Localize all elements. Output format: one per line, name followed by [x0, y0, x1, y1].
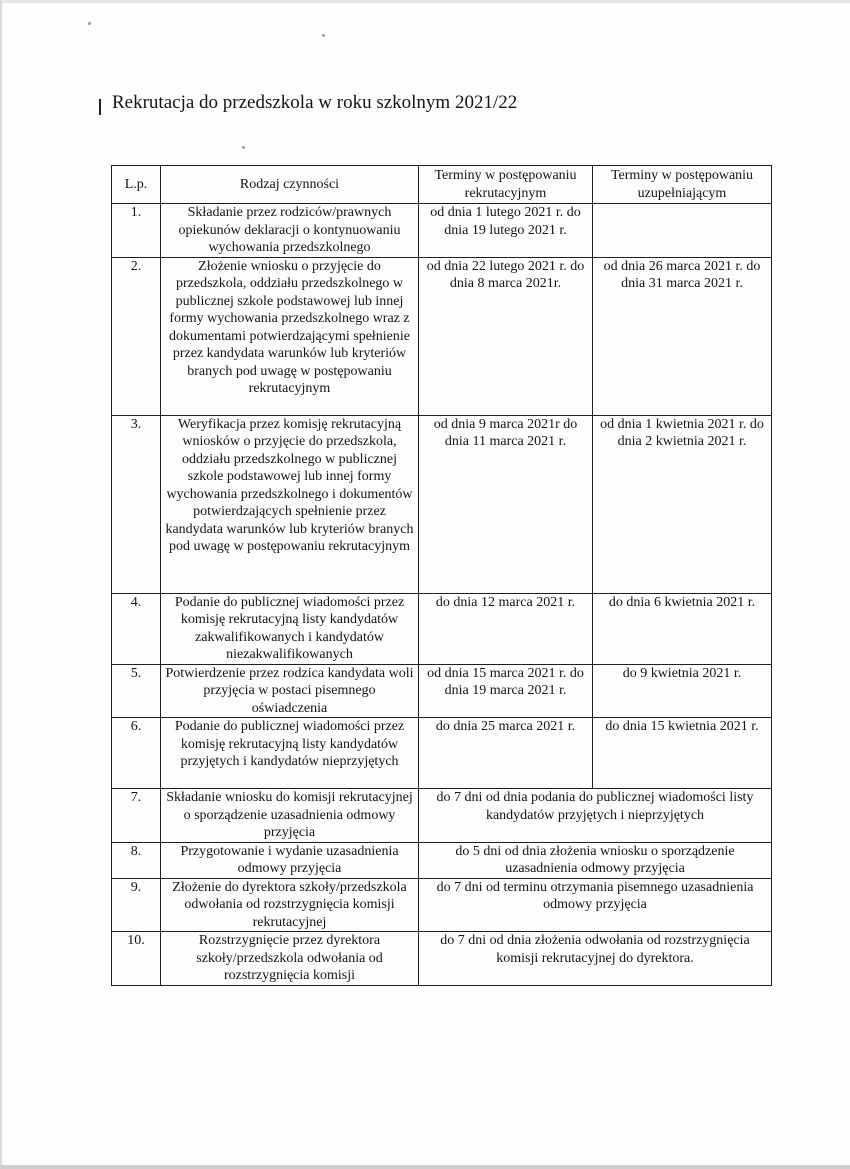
- activity-cell: Podanie do publicznej wiadomości przez komisję rekrutacyjną listy kandydatów zakwalifikowanych i kandydatów niezakwalifikowanych: [161, 593, 419, 664]
- activity-cell: Potwierdzenie przez rodzica kandydata woli przyjęcia w postaci pisemnego oświadczenia: [161, 664, 419, 718]
- table-row: [112, 593, 772, 664]
- scan-speck: [242, 146, 245, 149]
- table-row: [112, 257, 772, 415]
- header-lp: L.p.: [112, 166, 161, 204]
- activity-cell: Weryfikacja przez komisję rekrutacyjną wniosków o przyjęcie do przedszkola, oddziału przedszkolnego w publicznej szkole podstawowej lub innej formy wychowania przedszkolnego i dokumentów potwierdzających spełnienie przez kandydata warunków lub kryteriów branych pod uwagę w postępowaniu rekrutacyjnym: [161, 415, 419, 593]
- recruitment-term-cell: do dnia 12 marca 2021 r.: [419, 593, 593, 664]
- supplementary-term-cell: do dnia 6 kwietnia 2021 r.: [593, 593, 772, 664]
- row-number: 9.: [112, 878, 161, 932]
- table-row: [112, 718, 772, 789]
- table-row: [112, 842, 772, 878]
- row-number: 1.: [112, 204, 161, 258]
- page-title: Rekrutacja do przedszkola w roku szkolnym 2021/22: [112, 92, 518, 113]
- merged-term-cell: do 7 dni od dnia podania do publicznej wiadomości listy kandydatów przyjętych i nieprzyjętych: [419, 789, 772, 843]
- table-header-row: [112, 166, 772, 204]
- recruitment-term-cell: do dnia 25 marca 2021 r.: [419, 718, 593, 789]
- row-number: 10.: [112, 932, 161, 986]
- table-row: [112, 789, 772, 843]
- recruitment-term-cell: od dnia 22 lutego 2021 r. do dnia 8 marca 2021r.: [419, 257, 593, 415]
- merged-term-cell: do 5 dni od dnia złożenia wniosku o sporządzenie uzasadnienia odmowy przyjęcia: [419, 842, 772, 878]
- supplementary-term-cell: do dnia 15 kwietnia 2021 r.: [593, 718, 772, 789]
- row-number: 5.: [112, 664, 161, 718]
- scan-edge-bottom: [0, 1165, 850, 1169]
- table-row: [112, 204, 772, 258]
- row-number: 3.: [112, 415, 161, 593]
- activity-cell: Składanie przez rodziców/prawnych opiekunów deklaracji o kontynuowaniu wychowania przedszkolnego: [161, 204, 419, 258]
- margin-mark: [99, 99, 101, 115]
- header-supplementary: Terminy w postępowaniu uzupełniającym: [593, 166, 772, 204]
- activity-cell: Złożenie wniosku o przyjęcie do przedszkola, oddziału przedszkolnego w publicznej szkole podstawowej lub innej formy wychowania przedszkolnego wraz z dokumentami potwierdzającymi spełnienie przez kandydata warunków lub kryteriów branych pod uwagę w postępowaniu rekrutacyjnym: [161, 257, 419, 415]
- supplementary-term-cell: od dnia 1 kwietnia 2021 r. do dnia 2 kwietnia 2021 r.: [593, 415, 772, 593]
- supplementary-term-cell: od dnia 26 marca 2021 r. do dnia 31 marca 2021 r.: [593, 257, 772, 415]
- table-row: [112, 932, 772, 986]
- merged-term-cell: do 7 dni od terminu otrzymania pisemnego uzasadnienia odmowy przyjęcia: [419, 878, 772, 932]
- row-number: 8.: [112, 842, 161, 878]
- table-row: [112, 878, 772, 932]
- header-recruitment: Terminy w postępowaniu rekrutacyjnym: [419, 166, 593, 204]
- table-row: [112, 415, 772, 593]
- activity-cell: Składanie wniosku do komisji rekrutacyjnej o sporządzenie uzasadnienia odmowy przyjęcia: [161, 789, 419, 843]
- supplementary-term-cell: [593, 204, 772, 258]
- header-activity: Rodzaj czynności: [161, 166, 419, 204]
- recruitment-term-cell: od dnia 9 marca 2021r do dnia 11 marca 2021 r.: [419, 415, 593, 593]
- recruitment-schedule-table: [111, 165, 772, 986]
- supplementary-term-cell: do 9 kwietnia 2021 r.: [593, 664, 772, 718]
- activity-cell: Złożenie do dyrektora szkoły/przedszkola odwołania od rozstrzygnięcia komisji rekrutacyjnej: [161, 878, 419, 932]
- row-number: 7.: [112, 789, 161, 843]
- scan-speck: [88, 22, 91, 25]
- scan-edge-top: [0, 0, 850, 3]
- activity-cell: Przygotowanie i wydanie uzasadnienia odmowy przyjęcia: [161, 842, 419, 878]
- table-row: [112, 664, 772, 718]
- scan-edge-left: [0, 0, 2, 1169]
- recruitment-term-cell: od dnia 15 marca 2021 r. do dnia 19 marca 2021 r.: [419, 664, 593, 718]
- row-number: 2.: [112, 257, 161, 415]
- row-number: 4.: [112, 593, 161, 664]
- row-number: 6.: [112, 718, 161, 789]
- activity-cell: Rozstrzygnięcie przez dyrektora szkoły/przedszkola odwołania od rozstrzygnięcia komisji: [161, 932, 419, 986]
- merged-term-cell: do 7 dni od dnia złożenia odwołania od rozstrzygnięcia komisji rekrutacyjnej do dyrektora.: [419, 932, 772, 986]
- scan-speck: [322, 34, 325, 37]
- recruitment-term-cell: od dnia 1 lutego 2021 r. do dnia 19 lutego 2021 r.: [419, 204, 593, 258]
- activity-cell: Podanie do publicznej wiadomości przez komisję rekrutacyjną listy kandydatów przyjętych i kandydatów nieprzyjętych: [161, 718, 419, 789]
